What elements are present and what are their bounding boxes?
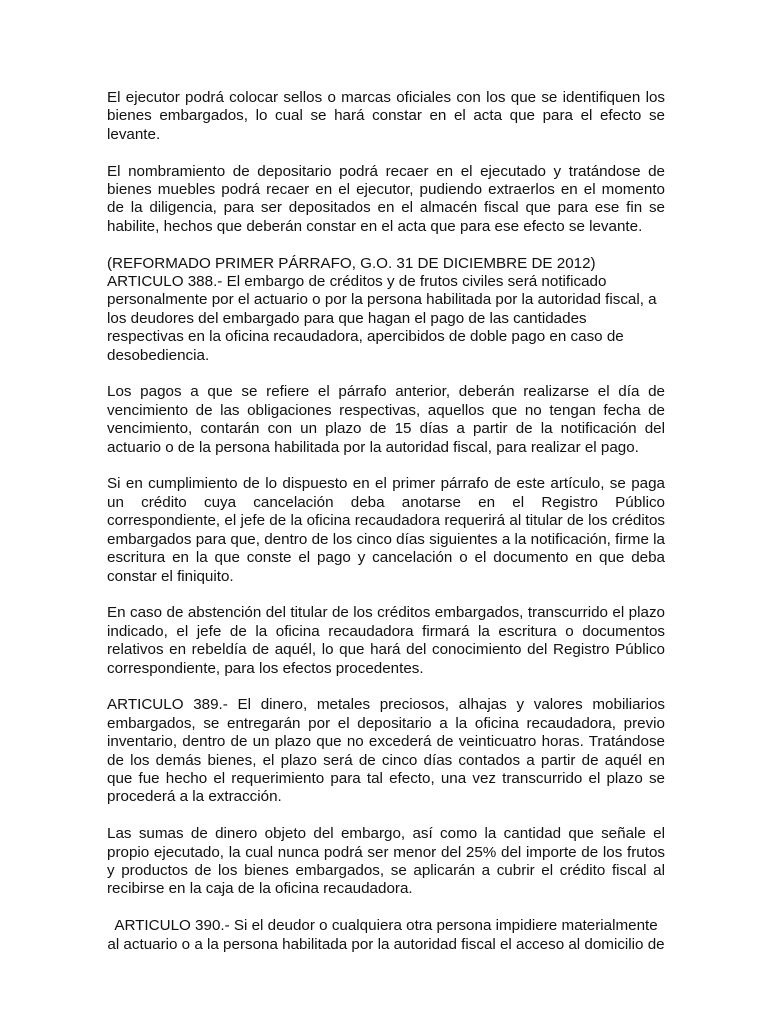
paragraph-sellos: El ejecutor podrá colocar sellos o marcas oficiales con los que se identifiquen los bienes embargados, lo cual se hará constar en el acta que para el efecto se levante. <box>107 89 665 143</box>
paragraph-cumplimiento: Si en cumplimiento de lo dispuesto en el primer párrafo de este artículo, se paga un crédito cuya cancelación deba anotarse en el Registro Público correspondiente, el jefe de la oficina recaudadora requerirá al titular de los créditos embargados para que, dentro de los cinco días siguientes a la notificación, firme la escritura en la que conste el pago y cancelación o el documento en que deba constar el finiquito. <box>107 475 665 585</box>
paragraph-sumas-dinero: Las sumas de dinero objeto del embargo, así como la cantidad que señale el propio ejecutado, la cual nunca podrá ser menor del 25% del importe de los frutos y productos de los bienes embargados, se aplicarán a cubrir el crédito fiscal al recibirse en la caja de la oficina recaudadora. <box>107 825 665 898</box>
paragraph-articulo-390: ARTICULO 390.- Si el deudor o cualquiera otra persona impidiere materialmente al actuario o a la persona habilitada por la autoridad fiscal el acceso al domicilio de <box>107 917 665 953</box>
paragraph-articulo-389: ARTICULO 389.- El dinero, metales preciosos, alhajas y valores mobiliarios embargados, se entregarán por el depositario a la oficina recaudadora, previo inventario, dentro de un plazo que no excederá de veinticuatro horas. Tratándose de los demás bienes, el plazo será de cinco días contados a partir de aquél en que fue hecho el requerimiento para tal efecto, una vez transcurrido el plazo se procederá a la extracción. <box>107 696 665 806</box>
paragraph-pagos: Los pagos a que se refiere el párrafo anterior, deberán realizarse el día de vencimiento de las obligaciones respectivas, aquellos que no tengan fecha de vencimiento, contarán con un plazo de 15 días a partir de la notificación del actuario o de la persona habilitada por la autoridad fiscal, para realizar el pago. <box>107 383 665 456</box>
paragraph-abstencion: En caso de abstención del titular de los créditos embargados, transcurrido el plazo indicado, el jefe de la oficina recaudadora firmará la escritura o documentos relativos en rebeldía de aquél, lo que hará del conocimiento del Registro Público correspondiente, para los efectos procedentes. <box>107 604 665 677</box>
paragraph-depositario: El nombramiento de depositario podrá recaer en el ejecutado y tratándose de bienes muebles podrá recaer en el ejecutor, pudiendo extraerlos en el momento de la diligencia, para ser depositados en el almacén fiscal que para ese fin se habilite, hechos que deberán constar en el acta que para ese efecto se levante. <box>107 162 665 235</box>
document-page <box>107 89 665 954</box>
reform-note: (REFORMADO PRIMER PÁRRAFO, G.O. 31 DE DICIEMBRE DE 2012) <box>107 254 596 272</box>
paragraph-articulo-388: ARTICULO 388.- El embargo de créditos y de frutos civiles será notificado personalmente por el actuario o por la persona habilitada por la autoridad fiscal, a los deudores del embargado para que hagan el pago de las cantidades respectivas en la oficina recaudadora, apercibidos de doble pago en caso de desobediencia. <box>107 273 657 364</box>
